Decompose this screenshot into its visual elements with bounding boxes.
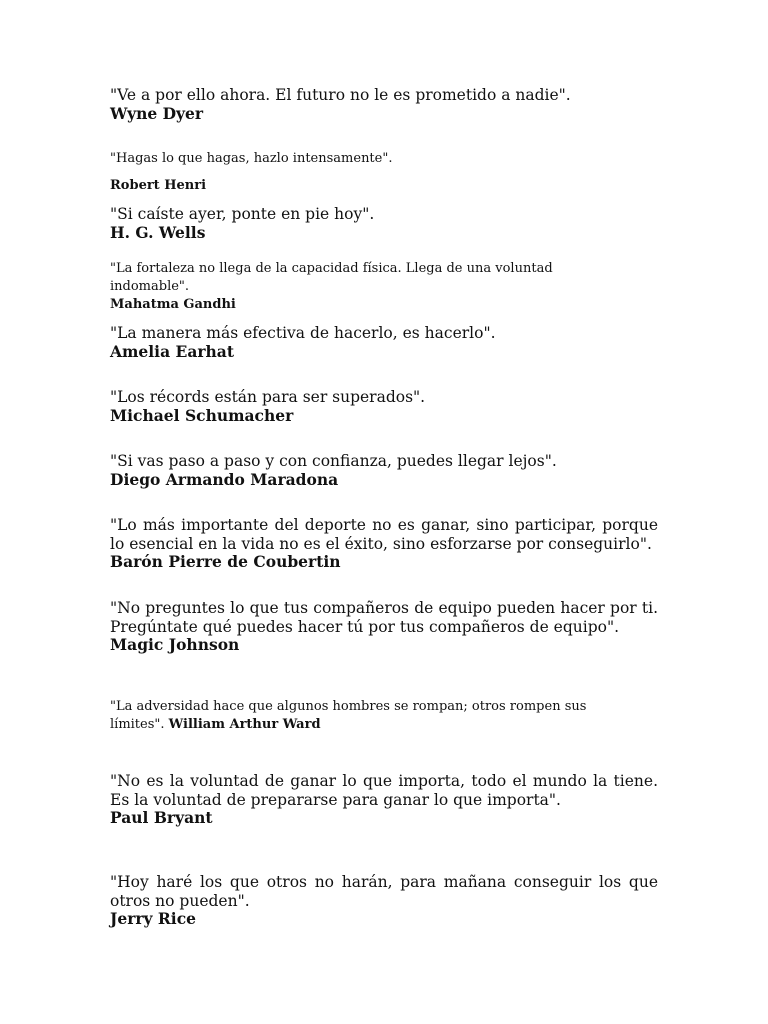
quote-author: Amelia Earhat (110, 341, 234, 361)
quote-author: Wyne Dyer (110, 103, 204, 123)
quote-author: H. G. Wells (110, 222, 206, 242)
quote-block (110, 86, 658, 123)
quote-block (110, 260, 658, 314)
quote-block (110, 324, 658, 361)
quote-text: "Si vas paso a paso y con confianza, puedes llegar lejos". (110, 452, 557, 470)
quote-author: Magic Johnson (110, 635, 240, 654)
quote-text-with-author (110, 716, 658, 734)
quote-block (110, 150, 658, 195)
quote-block (110, 452, 658, 489)
quote-text: "Ve a por ello ahora. El futuro no le es prometido a nadie". (110, 86, 571, 104)
quote-author: Jerry Rice (110, 909, 196, 928)
quote-author: Robert Henri (110, 178, 207, 193)
quote-block (110, 772, 658, 828)
quote-author: Michael Schumacher (110, 405, 294, 425)
quote-block (110, 873, 658, 929)
quote-author: William Arthur Ward (168, 717, 321, 732)
quote-block (110, 698, 658, 734)
quote-block (110, 388, 658, 425)
quote-text: "La adversidad hace que algunos hombres se rompan; otros rompen sus (110, 699, 587, 714)
quote-author: Barón Pierre de Coubertin (110, 552, 341, 571)
quote-text: "Hagas lo que hagas, hazlo intensamente". (110, 151, 393, 166)
quote-text: "La manera más efectiva de hacerlo, es hacerlo". (110, 324, 496, 342)
quote-block (110, 516, 658, 572)
quote-text: "Hoy haré los que otros no harán, para mañana conseguir los que otros no pueden". (110, 873, 658, 910)
quote-text: indomable". (110, 279, 190, 294)
quote-text: "No preguntes lo que tus compañeros de equipo pueden hacer por ti. Pregúntate qué puedes hacer tú por tus compañeros de equipo". (110, 599, 658, 636)
quote-text: "Lo más importante del deporte no es ganar, sino participar, porque lo esencial en la vida no es el éxito, sino esforzarse por conseguirlo". (110, 516, 658, 553)
quote-text: "La fortaleza no llega de la capacidad física. Llega de una voluntad (110, 261, 553, 276)
quote-text: "No es la voluntad de ganar lo que importa, todo el mundo la tiene. Es la voluntad de prepararse para ganar lo que importa". (110, 772, 658, 809)
quote-text: "Si caíste ayer, ponte en pie hoy". (110, 205, 375, 223)
quote-text: límites". (110, 717, 165, 732)
quote-author: Paul Bryant (110, 808, 213, 827)
quote-text: "Los récords están para ser superados". (110, 388, 426, 406)
quote-author: Diego Armando Maradona (110, 469, 339, 489)
quote-block (110, 205, 658, 242)
quote-author: Mahatma Gandhi (110, 297, 236, 312)
quote-block (110, 599, 658, 655)
